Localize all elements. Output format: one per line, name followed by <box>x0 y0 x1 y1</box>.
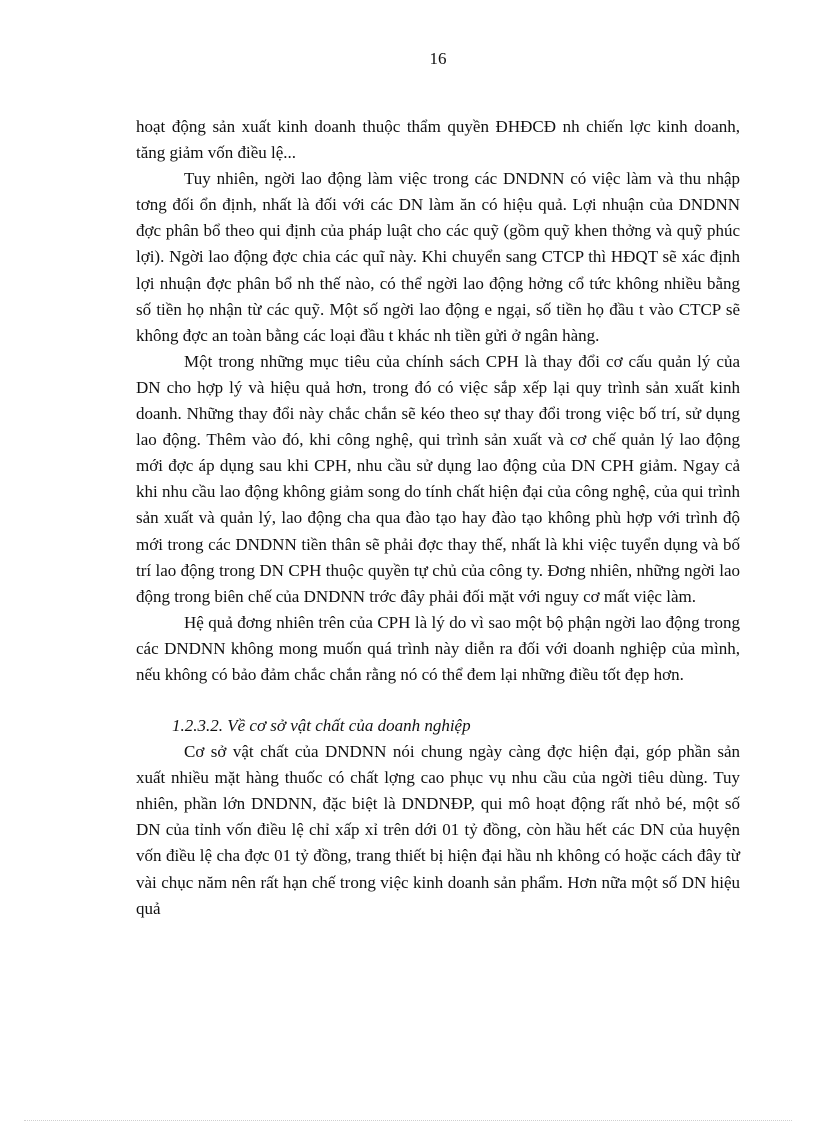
paragraph-facilities: Cơ sở vật chất của DNDNN nói chung ngày càng đợc hiện đại, góp phần sản xuất nhiều mặt hàng thuốc có chất lợng cao phục vụ nhu cầu của ngời tiêu dùng. Tuy nhiên, phần lớn DNDNN, đặc biệt là DNDNĐP, qui mô hoạt động rất nhỏ bé, một số DN của tỉnh vốn điều lệ chỉ xấp xỉ trên dới 01 tỷ đồng, còn hầu hết các DN của huyện vốn điều lệ cha đợc 01 tỷ đồng, trang thiết bị hiện đại hầu nh không có hoặc cách đây từ vài chục năm nên rất hạn chế trong việc kinh doanh sản phẩm. Hơn nữa một số DN hiệu quả <box>136 742 740 918</box>
section-heading: 1.2.3.2. Về cơ sở vật chất của doanh nghiệp <box>172 716 471 736</box>
paragraph-consequence: Hệ quả đơng nhiên trên của CPH là lý do vì sao một bộ phận ngời lao động trong các DNDNN không mong muốn quá trình này diễn ra đối với doanh nghiệp của mình, nếu không có bảo đảm chắc chắn rằng nó có thể đem lại những điều tốt đẹp hơn. <box>136 612 740 684</box>
paragraph-continuation: hoạt động sản xuất kinh doanh thuộc thẩm quyền ĐHĐCĐ nh chiến lợc kinh doanh, tăng giảm vốn điều lệ... <box>136 117 740 163</box>
page-bottom-divider <box>24 1120 792 1121</box>
page-number: 16 <box>429 49 447 68</box>
document-body <box>136 114 740 922</box>
paragraph-worker-income: Tuy nhiên, ngời lao động làm việc trong các DNDNN có việc làm và thu nhập tơng đối ổn định, nhất là đối với các DN làm ăn có hiệu quả. Lợi nhuận của DNDNN đợc phân bổ theo qui định của pháp luật cho các quỹ (gồm quỹ khen thởng và quỹ phúc lợi). Ngời lao động đợc chia các quĩ này. Khi chuyển sang CTCP thì HĐQT sẽ xác định lợi nhuận đợc phân bổ nh thế nào, có thể ngời lao động hởng cổ tức không nhiều bằng số tiền họ nhận từ các quỹ. Một số ngời lao động e ngại, số tiền họ đầu t vào CTCP sẽ không đợc an toàn bằng các loại đầu t khác nh tiền gửi ở ngân hàng. <box>136 169 740 345</box>
paragraph-restructuring: Một trong những mục tiêu của chính sách CPH là thay đổi cơ cấu quản lý của DN cho hợp lý và hiệu quả hơn, trong đó có việc sắp xếp lại quy trình sản xuất kinh doanh. Những thay đổi này chắc chắn sẽ kéo theo sự thay đổi trong việc bố trí, sử dụng lao động. Thêm vào đó, khi công nghệ, qui trình sản xuất và cơ chế quản lý lao động mới đợc áp dụng sau khi CPH, nhu cầu sử dụng lao động của DN CPH giảm. Ngay cả khi nhu cầu lao động không giảm song do tính chất hiện đại của công nghệ, của qui trình sản xuất và quản lý, lao động cha qua đào tạo hay đào tạo không phù hợp với trình độ mới trong các DNDNN tiền thân sẽ phải đợc thay thế, nhất là khi việc tuyển dụng và bố trí lao động trong DN CPH thuộc quyền tự chủ của công ty. Đơng nhiên, những ngời lao động trong biên chế của DNDNN trớc đây phải đối mặt với nguy cơ mất việc làm. <box>136 351 740 606</box>
